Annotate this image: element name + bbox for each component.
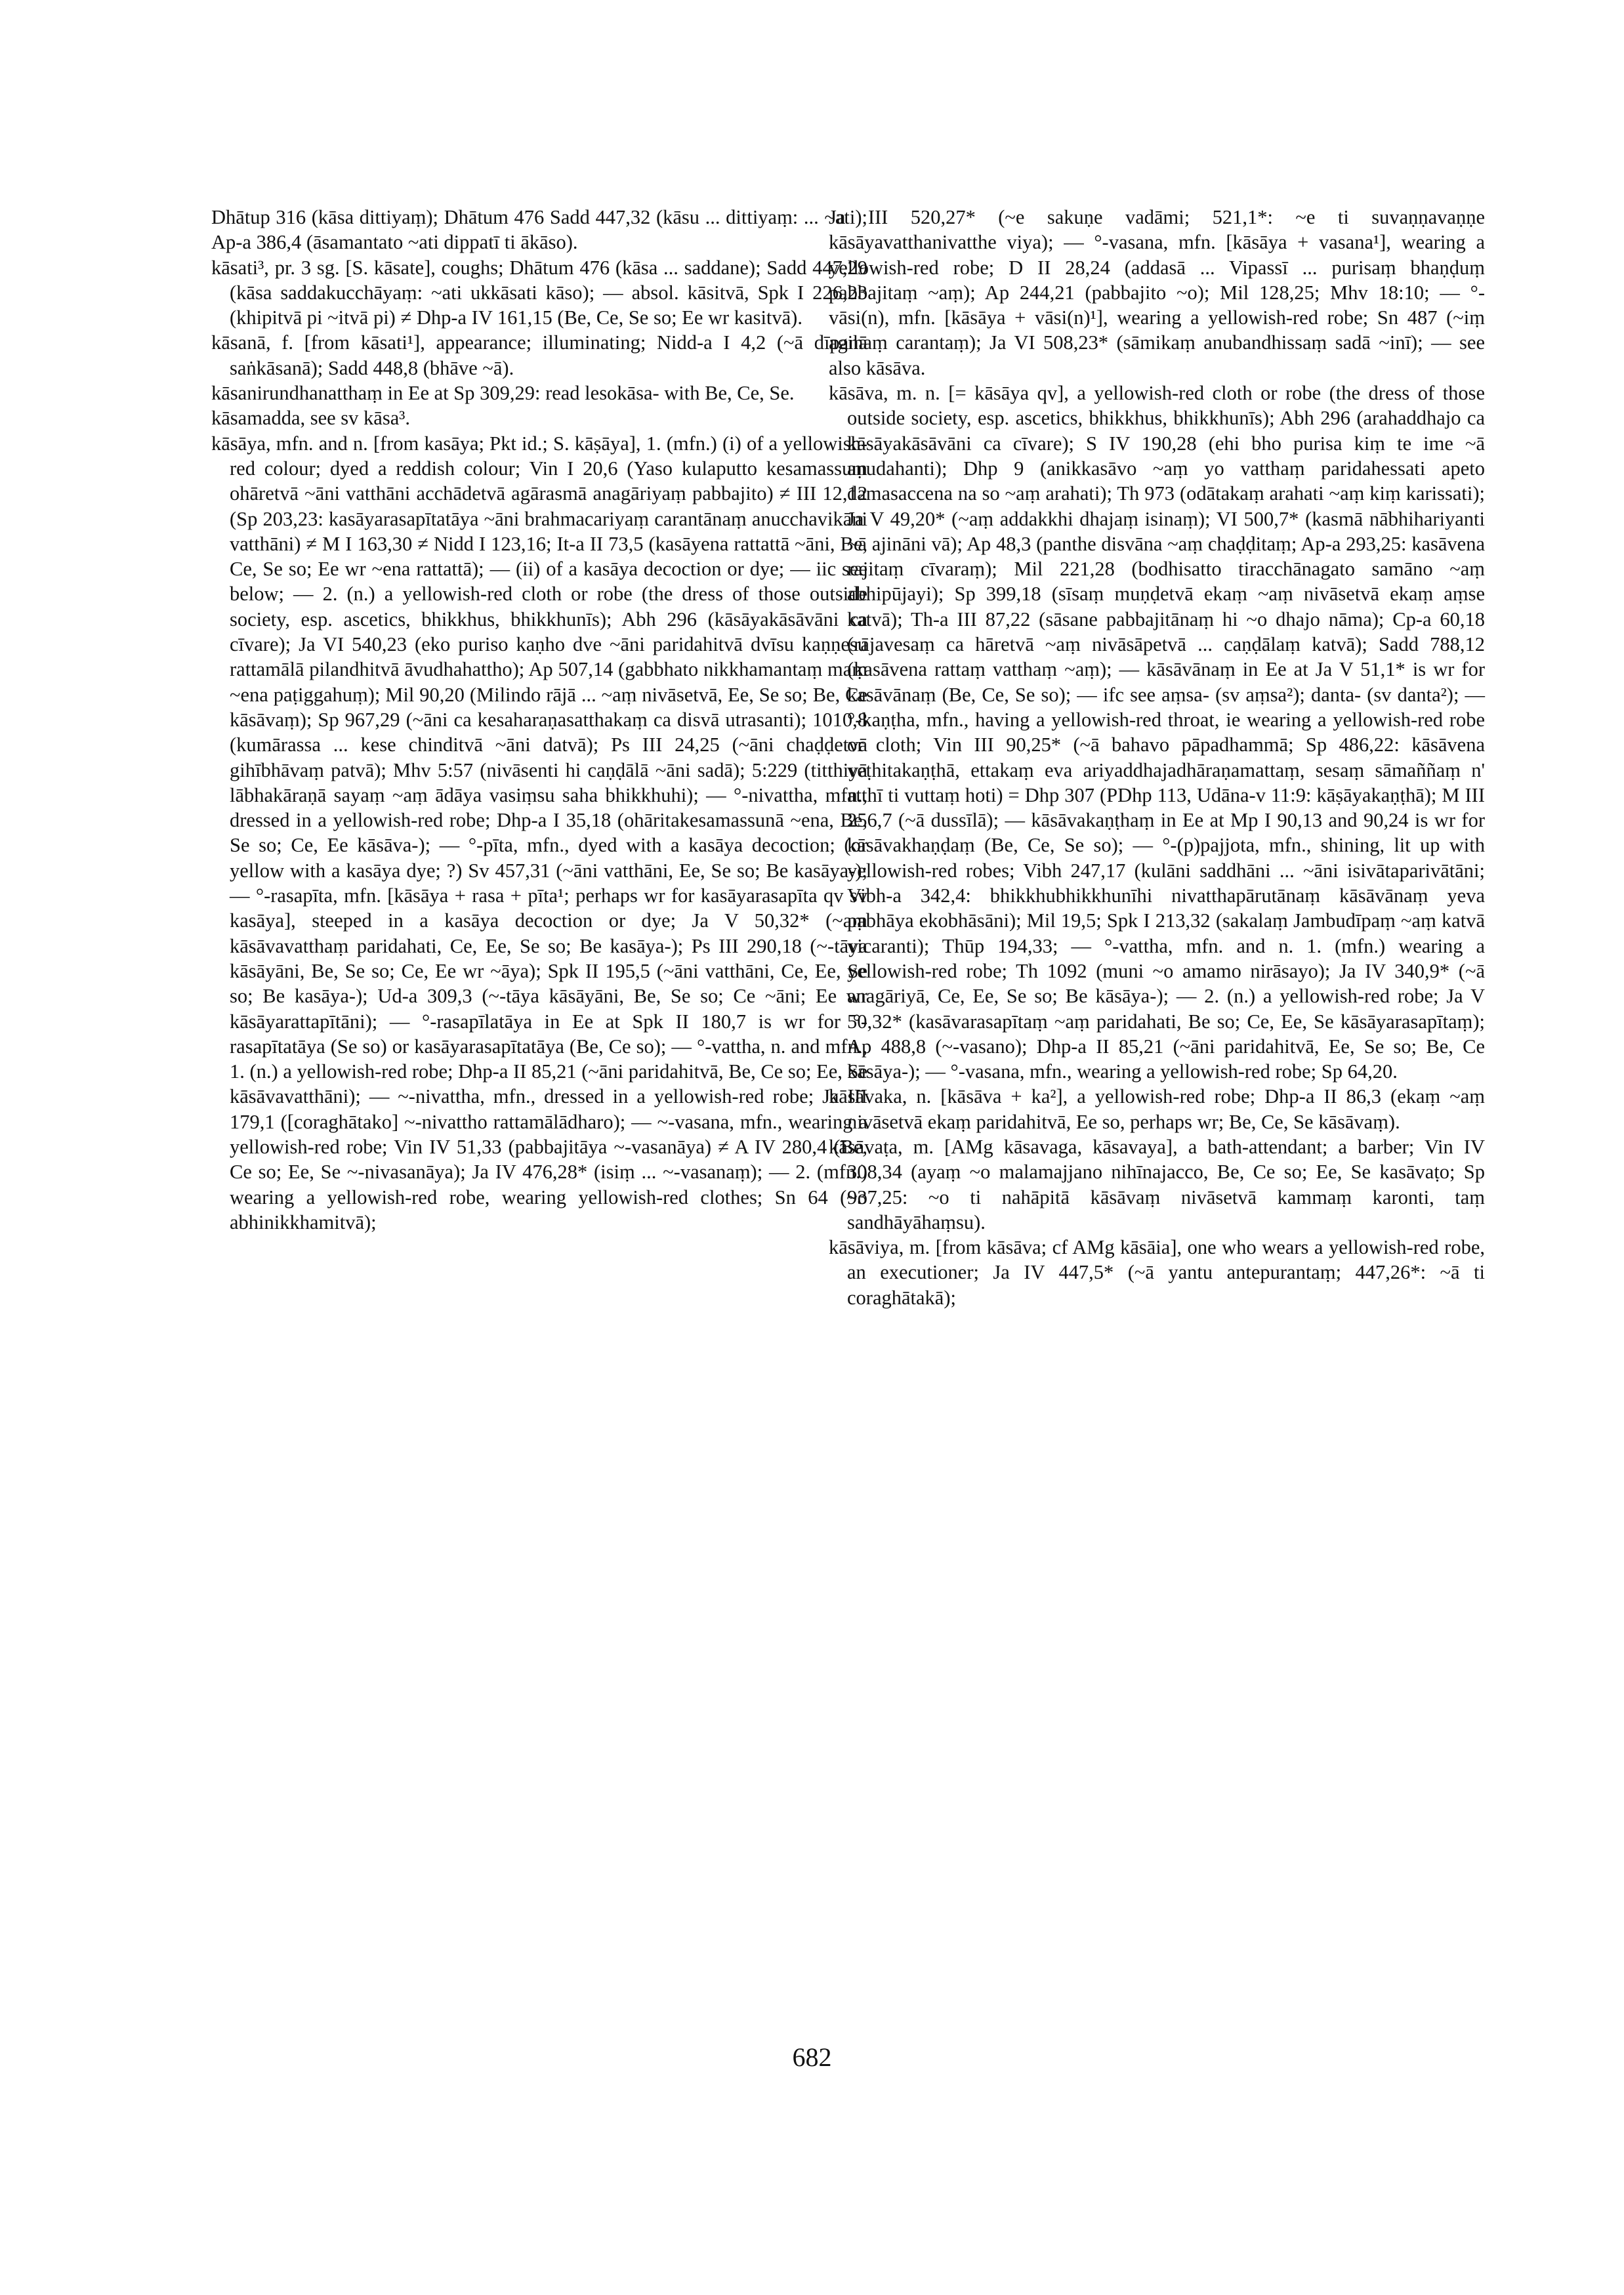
dictionary-entry: kāsāviya, m. [from kāsāva; cf AMg kāsāia], one who wears a yellowish-red robe, an executioner; Ja IV 447,5* (~ā yantu antepurantaṃ; 447,26*: ~ā ti coraghātakā);	[829, 1236, 1485, 1309]
dictionary-entry: kāsati³, pr. 3 sg. [S. kāsate], coughs; Dhātum 476 (kāsa ... saddane); Sadd 447,29 (kāsa saddakucchāyaṃ: ~ati ukkāsati kāso); — absol. kāsitvā, Spk I 226,23 (khipitvā pi ~itvā pi) ≠ Dhp-a IV 161,15 (Be, Ce, Se so; Ee wr kasitvā).	[211, 256, 867, 329]
entry-continuation: Ja III 520,27* (~e sakuṇe vadāmi; 521,1*: ~e ti suvaṇṇavaṇṇe kāsāyavatthanivatthe viya); — °-vasana, mfn. [kāsāya + vasana¹], wearing a yellowish-red robe; D II 28,24 (addasā ... Vipassī ... purisaṃ bhaṇḍuṃ pabbajitaṃ ~aṃ); Ap 244,21 (pabbajito ~o); Mil 128,25; Mhv 18:10; — °-vāsi(n), mfn. [kāsāya + vāsi(n)¹], wearing a yellowish-red robe; Sn 487 (~iṃ agihaṃ carantaṃ); Ja VI 508,23* (sāmikaṃ anubandhissaṃ sadā ~inī); — see also kāsāva.	[829, 206, 1485, 379]
dictionary-entry: kāsanirundhanatthaṃ in Ee at Sp 309,29: read lesokāsa- with Be, Ce, Se.	[211, 382, 795, 405]
dictionary-entry: kāsanā, f. [from kāsati¹], appearance; illuminating; Nidd-a I 4,2 (~ā dīpanā saṅkāsanā); Sadd 448,8 (bhāve ~ā).	[211, 331, 867, 379]
dictionary-entry: kāsāya, mfn. and n. [from kasāya; Pkt id.; S. kāṣāya], 1. (mfn.) (i) of a yellowish-red colour; dyed a reddish colour; Vin I 20,6 (Yaso kulaputto kesamassuṃ ohāretvā ~āni vatthāni acchādetvā agārasmā anagāriyaṃ pabbajito) ≠ III 12,12 (Sp 203,23: kasāyarasapītatāya ~āni brahmacariyaṃ carantānaṃ anucchavikāni vatthāni) ≠ M I 163,30 ≠ Nidd I 123,16; It-a II 73,5 (kasāyena rattattā ~āni, Be, Ce, Se so; Ee wr ~ena rattattā); — (ii) of a kasāya decoction or dye; — iic see below; — 2. (n.) a yellowish-red cloth or robe (the dress of those outside society, esp. ascetics, bhikkhus, bhikkhunīs); Abh 296 (kāsāyakāsāvāni ca cīvare); Ja VI 540,23 (eko puriso kaṇho dve ~āni paridahitvā dvīsu kaṇṇesu rattamālā pilandhitvā āvudhahattho); Ap 507,14 (gabbhato nikkhamantaṃ maṃ ~ena paṭiggahuṃ); Mil 90,20 (Milindo rājā ... ~aṃ nivāsetvā, Ee, Se so; Be, Ce kāsāvaṃ); Sp 967,29 (~āni ca kesaharaṇasatthakaṃ ca disvā utrasanti); 1010,8 (kumārassa ... kese chinditvā ~āni datvā); Ps III 24,25 (~āni chaḍḍetvā gihībhāvaṃ patvā); Mhv 5:57 (nivāsenti hi caṇḍālā ~āni sadā); 5:229 (titthiyā lābhakāraṇā sayaṃ ~aṃ ādāya vasiṃsu saha bhikkhuhi); — °-nivattha, mfn., dressed in a yellowish-red robe; Dhp-a I 35,18 (ohāritakesamassunā ~ena, Be, Se so; Ce, Ee kāsāva-); — °-pīta, mfn., dyed with a kasāya decoction; (or yellow with a kasāya dye; ?) Sv 457,31 (~āni vatthāni, Ee, Se so; Be kasāya-); — °-rasapīta, mfn. [kāsāya + rasa + pīta¹; perhaps wr for kasāyarasapīta qv sv kasāya], steeped in a kasāya decoction or dye; Ja V 50,32* (~aṃ kāsāvavatthaṃ paridahati, Ce, Ee, Se so; Be kasāya-); Ps III 290,18 (~-tāya kāsāyāni, Be, Se so; Ce, Ee wr ~āya); Spk II 195,5 (~āni vatthāni, Ce, Ee, Se so; Be kasāya-); Ud-a 309,3 (~-tāya kāsāyāni, Be, Se so; Ce ~āni; Ee wr kāsāyarattapītāni); — °-rasapīlatāya in Ee at Spk II 180,7 is wr for °-rasapītatāya (Se so) or kasāyarasapītatāya (Be, Ce so); — °-vattha, n. and mfn., 1. (n.) a yellowish-red robe; Dhp-a II 85,21 (~āni paridahitvā, Be, Ce so; Ee, Se kāsāvavatthāni); — ~-nivattha, mfn., dressed in a yellowish-red robe; Ja III 179,1 ([coraghātako] ~-nivattho rattamālādharo); — ~-vasana, mfn., wearing a yellowish-red robe; Vin IV 51,33 (pabbajitāya ~-vasanāya) ≠ A IV 280,4 (Be, Ce so; Ee, Se ~-nivasanāya); Ja IV 476,28* (isiṃ ... ~-vasanaṃ); — 2. (mfn.) wearing a yellowish-red robe, wearing yellowish-red clothes; Sn 64 (~o abhinikkhamitvā);	[211, 432, 867, 1233]
dictionary-entry: kāsāvaṭa, m. [AMg kāsavaga, kāsavaya], a bath-attendant; a barber; Vin IV 308,34 (ayaṃ ~o malamajjano nihīnajacco, Be, Ce so; Ee, Se kasāvaṭo; Sp 937,25: ~o ti nahāpitā kāsāvaṃ nivāsetvā kammaṃ karonti, taṃ sandhāyāhaṃsu).	[829, 1135, 1485, 1233]
right-column	[829, 205, 1485, 1310]
dictionary-entry: kāsamadda, see sv kāsa³.	[211, 407, 411, 430]
dictionary-entry: kāsāvaka, n. [kāsāva + ka²], a yellowish-red robe; Dhp-a II 86,3 (ekaṃ ~aṃ nivāsetvā ekaṃ paridahitvā, Ee so, perhaps wr; Be, Ce, Se kāsāvaṃ).	[829, 1085, 1485, 1133]
dictionary-entry: kāsāva, m. n. [= kāsāya qv], a yellowish-red cloth or robe (the dress of those outside society, esp. ascetics, bhikkhus, bhikkhunīs); Abh 296 (arahaddhajo ca kāsāyakāsāvāni ca cīvare); S IV 190,28 (ehi bho purisa kiṃ te ime ~ā anudahanti); Dhp 9 (anikkasāvo ~aṃ yo vatthaṃ paridahessati apeto damasaccena na so ~aṃ arahati); Th 973 (odātakaṃ arahati ~aṃ kiṃ karissati); Ja V 49,20* (~aṃ addakkhi dhajaṃ isinaṃ); VI 500,7* (kasmā nābhihariyanti ~ā ajināni vā); Ap 48,3 (panthe disvāna ~aṃ chaḍḍitaṃ; Ap-a 293,25: kasāvena rajitaṃ cīvaraṃ); Mil 221,28 (bodhisatto tiracchānagato samāno ~aṃ abhipūjayi); Sp 399,18 (sīsaṃ muṇḍetvā ekaṃ ~aṃ nivāsetvā ekaṃ aṃse katvā); Th-a III 87,22 (sāsane pabbajitānaṃ hi ~o dhajo nāma); Cp-a 60,18 (rājavesaṃ ca hāretvā ~aṃ nivāsāpetvā ... caṇḍālaṃ katvā); Sadd 788,12 (kasāvena rattaṃ vatthaṃ ~aṃ); — kāsāvānaṃ in Ee at Ja V 51,1* is wr for kasāvānaṃ (Be, Ce, Se so); — ifc see aṃsa- (sv aṃsa²); danta- (sv danta²); — °-kaṇṭha, mfn., having a yellowish-red throat, ie wearing a yellowish-red robe or cloth; Vin III 90,25* (~ā bahavo pāpadhammā; Sp 486,22: kāsāvena veṭhitakaṇṭhā, ettakaṃ eva ariyaddhajadhāraṇamattaṃ, sesaṃ sāmaññaṃ n' atthī ti vuttaṃ hoti) = Dhp 307 (PDhp 113, Udāna-v 11:9: kāṣāyakaṇṭhā); M III 256,7 (~ā dussīlā); — kāsāvakaṇṭhaṃ in Ee at Mp I 90,13 and 90,24 is wr for kāsāvakhaṇḍaṃ (Be, Ce, Se so); — °-(p)pajjota, mfn., shining, lit up with yellowish-red robes; Vibh 247,17 (kulāni saddhāni ... ~āni isivātaparivātāni; Vibh-a 342,4: bhikkhubhikkhunīhi nivatthapārutānaṃ kāsāvānaṃ yeva pabhāya ekobhāsāni); Mil 19,5; Spk I 213,32 (sakalaṃ Jambudīpaṃ ~aṃ katvā vicaranti); Thūp 194,33; — °-vattha, mfn. and n. 1. (mfn.) wearing a yellowish-red robe; Th 1092 (muni ~o amamo nirāsayo); Ja IV 340,9* (~ā anagāriyā, Ce, Ee, Se so; Be kāsāya-); — 2. (n.) a yellowish-red robe; Ja V 50,32* (kasāvarasapītaṃ ~aṃ paridahati, Be so; Ce, Ee, Se kāsāyarasapītaṃ); Ap 488,8 (~-vasano); Dhp-a II 85,21 (~āni paridahitvā, Ee, Se so; Be, Ce kāsāya-); — °-vasana, mfn., wearing a yellowish-red robe; Sp 64,20.	[829, 382, 1485, 1083]
entry-continuation: Dhātup 316 (kāsa dittiyaṃ); Dhātum 476 Sadd 447,32 (kāsu ... dittiyaṃ: ... ~ati); Ap-a 386,4 (āsamantato ~ati dippatī ti ākāso).	[211, 206, 867, 254]
left-column	[211, 205, 867, 1235]
page-number: 682	[792, 2042, 832, 2072]
